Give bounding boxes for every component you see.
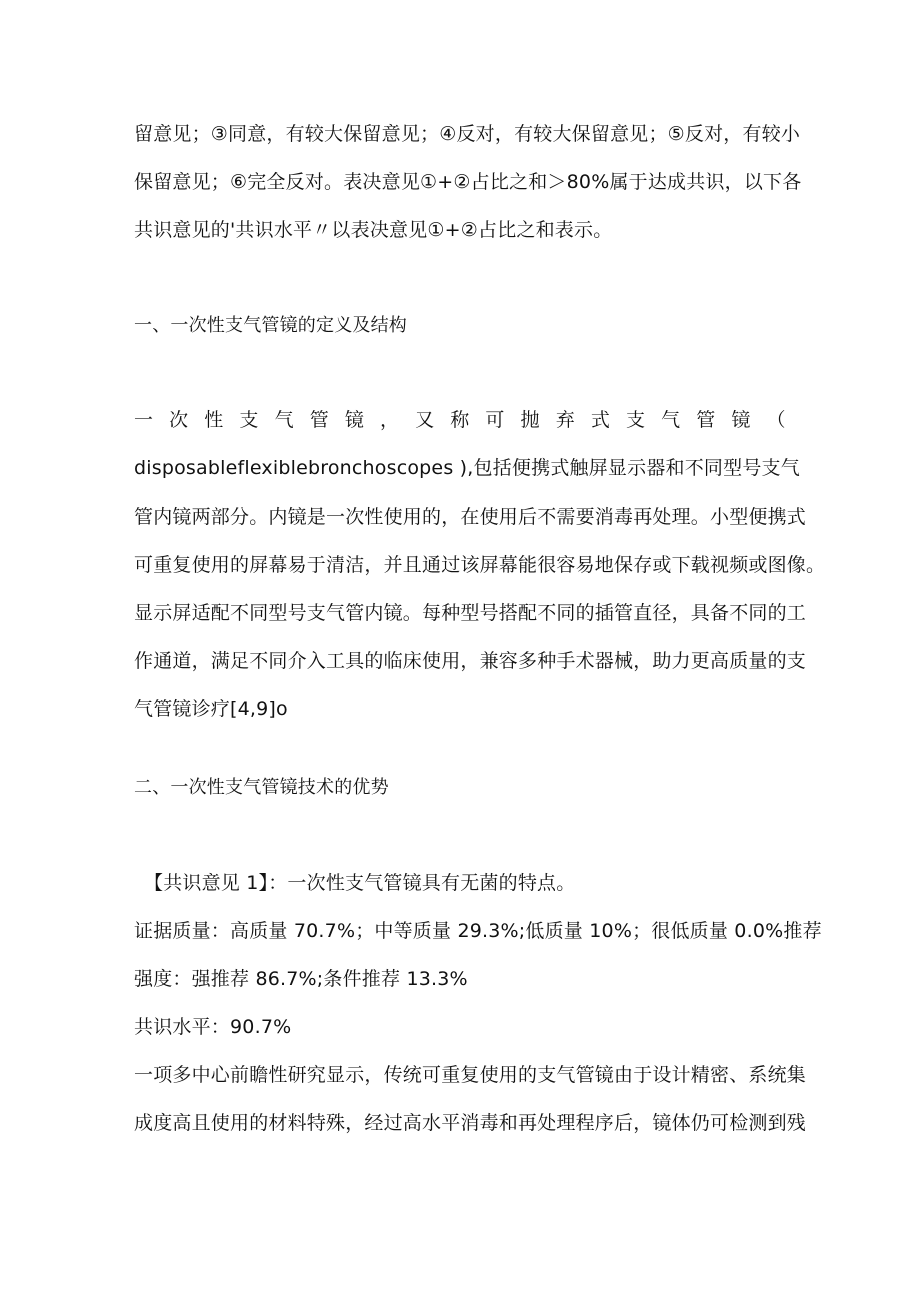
spread-char: 又: [415, 409, 435, 431]
spread-char: 次: [169, 409, 189, 431]
intro-line-3: 共识意见的'共识水平〃以表决意见①+②占比之和表示。: [134, 219, 613, 241]
spread-char: 气: [274, 409, 294, 431]
body-line-1: 一项多中心前瞻性研究显示，传统可重复使用的支气管镜由于设计精密、系统集: [134, 1064, 807, 1086]
section-1-line-6: 作通道，满足不同介入工具的临床使用，兼容多种手术器械，助力更高质量的支: [134, 650, 807, 672]
spread-char: 可: [485, 409, 505, 431]
section-1-line-4: 可重复使用的屏幕易于清洁，并且通过该屏幕能很容易地保存或下载视频或图像。: [134, 554, 826, 576]
spread-char: （: [766, 409, 786, 431]
section-1-line-1: [134, 408, 786, 432]
evidence-quality-line: 证据质量：高质量 70.7%；中等质量 29.3%;低质量 10%；很低质量 0.0%推荐: [134, 920, 822, 942]
spread-char: 称: [450, 409, 470, 431]
section-2-heading: 二、一次性支气管镜技术的优势: [134, 777, 389, 798]
section-1-line-5: 显示屏适配不同型号支气管内镜。每种型号搭配不同的插管直径，具备不同的工: [134, 602, 807, 624]
spread-char: 镜: [344, 409, 365, 431]
body-line-2: 成度高且使用的材料特殊，经过高水平消毒和再处理程序后，镜体仍可检测到残: [134, 1112, 807, 1134]
spread-char: ，: [379, 409, 400, 431]
intro-line-1: 留意见；③同意，有较大保留意见；④反对，有较大保留意见；⑤反对，有较小: [134, 123, 801, 145]
consensus-level-line: 共识水平：90.7%: [134, 1016, 292, 1038]
section-1-heading: 一、一次性支气管镜的定义及结构: [134, 315, 407, 336]
intro-line-2: 保留意见；⑥完全反对。表决意见①+②占比之和＞80%属于达成共识，以下各: [134, 171, 802, 193]
section-1-line-7: 气管镜诊疗[4,9]o: [134, 698, 288, 720]
section-1-line-3: 管内镜两部分。内镜是一次性使用的，在使用后不需要消毒再处理。小型便携式: [134, 506, 807, 528]
spread-char: 弃: [555, 409, 575, 431]
consensus-1-label: 【共识意见 1】：一次性支气管镜具有无菌的特点。: [144, 872, 576, 894]
spread-char: 镜: [731, 409, 751, 431]
spread-char: 管: [309, 409, 329, 431]
spread-char: 式: [590, 409, 611, 431]
spread-char: 支: [625, 409, 646, 431]
spread-char: 一: [134, 409, 154, 431]
recommendation-strength-line: 强度：强推荐 86.7%;条件推荐 13.3%: [134, 968, 468, 990]
section-1-line-2: disposableflexiblebronchoscopes ),包括便携式触屏显示器和不同型号支气: [134, 457, 800, 479]
spread-char: 支: [239, 409, 259, 431]
spread-char: 管: [696, 409, 716, 431]
spread-char: 抛: [520, 409, 540, 431]
spread-char: 气: [661, 409, 681, 431]
spread-char: 性: [204, 409, 224, 431]
